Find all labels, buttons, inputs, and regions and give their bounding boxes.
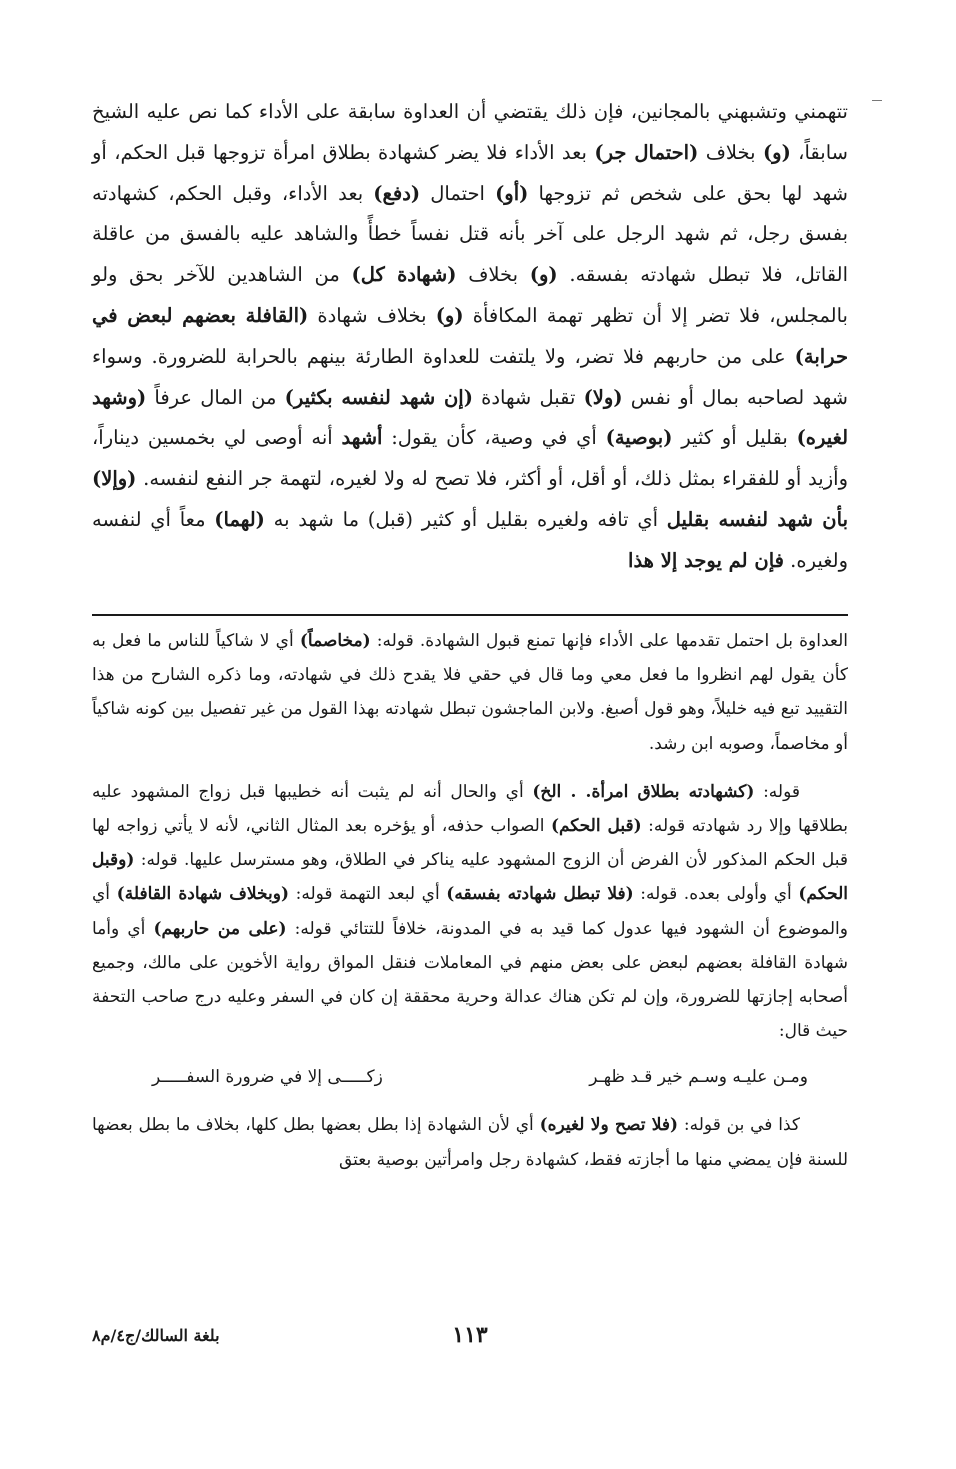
bold-text-run: (وشهد لغيره)	[92, 385, 849, 450]
footnotes-section	[92, 624, 848, 1177]
footnote-paragraph-1	[92, 624, 848, 761]
bold-text-run: (بوصية)	[605, 426, 673, 450]
text-run: أي وأما شهادة القافلة بعضهم لبعض على بعض منهم في المعاملات فنقل المواق رواية الأخوين على مالك، وجميع أصحابه إجازتها للضرورة، وإن لم تكن هناك عدالة وحرية محققة إن كان في السفر وعليه درج صاحب التحفة حيث قال:	[92, 918, 848, 1042]
poem-second-hemistich: زكـــــى إلا في ضرورة السفـــــر	[152, 1067, 383, 1088]
text-run: أي في وصية، كأن يقول:	[382, 426, 606, 450]
text-run: الصواب حذفه، أو يؤخره بعد المثال الثاني، لأنه لا يأتي زواجه لها قبل الحكم المذكور لأن الفرض أن الزوج المشهود عليه يناكر في الطلاق، وهو مسترسل عليها. قوله:	[92, 816, 848, 871]
text-run: أي تافه ولغيره بقليل أو كثير (قبل) ما شهد به	[264, 507, 667, 531]
text-run: بعد الأداء، وقبل الحكم، كشهادته بفسق رجل، ثم شهد الرجل على آخر بأنه قتل نفساً خطأً والشاهد عليه بالفسق من عاقلة القاتل، فلا تبطل شهادته بفسقه.	[92, 181, 848, 287]
text-run: بخلاف	[698, 140, 763, 164]
poem-verse	[152, 1060, 808, 1094]
text-run: أنه أوصى لي بخمسين ديناراً، وأزيد أو للفقراء بمثل ذلك، أو أقل، أو أكثر، فلا تصح له ولا لغيره، لتهمة جر النفع لنفسه.	[92, 426, 848, 491]
bold-text-run: (احتمال جر)	[594, 140, 699, 164]
bold-text-run: (فلا تصح ولا لغيره)	[539, 1115, 679, 1136]
bold-text-run: (دفع)	[373, 181, 421, 205]
text-run: من الشاهدين للآخر بحق ولو بالمجلس، فلا تضر إلا أن تظهر تهمة المكافأة	[92, 263, 848, 327]
page-footer	[92, 1322, 848, 1362]
text-run: كذا في بن قوله:	[678, 1115, 800, 1136]
page-number: ١١٣	[452, 1322, 488, 1348]
book-page	[92, 92, 848, 1372]
bold-text-run: (فلا تبطل شهادته بفسقه)	[446, 884, 634, 905]
bold-text-run: (كشهادته بطلاق امرأة. . الخ)	[532, 781, 755, 802]
bold-text-run: (ولا)	[583, 385, 623, 409]
text-run: على من حاربهم فلا تضر، ولا يلتفت للعداوة الطارئة بينهم بالحرابة للضرورة. وسواء شهد لصاحبه بمال أو نفس	[92, 344, 848, 409]
footnote-paragraph-3	[92, 1108, 848, 1176]
text-run: أي والموضوع أن الشهود فيها عدول كما قيد به في المدونة، خلافاً للتتائي قوله:	[92, 884, 848, 939]
text-run: قوله:	[754, 781, 800, 802]
bold-text-run: (أو)	[495, 181, 529, 205]
text-run: أي لبعد التهمة قوله:	[288, 884, 447, 905]
footnote-paragraph-2	[92, 775, 848, 1049]
scan-mark	[872, 100, 882, 101]
bold-text-run: (وإلا) بأن شهد لنفسه بقليل	[92, 467, 848, 531]
text-run: بعد الأداء فلا يضر كشهادة بطلاق امرأة تزوجها قبل الحكم، أو شهد لها بحق على شخص ثم تزوجها	[92, 140, 848, 205]
text-run: احتمال	[420, 181, 496, 205]
text-run: أي والحال أنه لم يثبت أنه خطيبها قبل زواج المشهود عليه بطلاقها وإلا رد شهادته قوله:	[92, 781, 848, 837]
main-paragraph	[92, 92, 848, 582]
bold-text-run: (القافلة بعضهم لبعض في حرابة)	[92, 303, 848, 368]
text-run: معاً أي لنفسه ولغيره.	[92, 507, 848, 572]
text-run: تتهمني وتشبهني بالمجانين، فإن ذلك يقتضي أن العداوة سابقة على الأداء كما نص عليه الشيخ سابقاً،	[92, 100, 848, 164]
bold-text-run: (مخاصماً)	[299, 631, 371, 651]
bold-text-run: (على من حاربهم)	[153, 918, 287, 939]
bold-text-run: (قبل الحكم)	[550, 816, 642, 837]
bold-text-run: (و)	[762, 140, 791, 164]
text-run: تقبل شهادة	[472, 385, 584, 409]
poem-first-hemistich: ومـن عليـه وسـم خير قـد ظهـر	[589, 1067, 808, 1088]
bold-text-run: (و)	[435, 303, 464, 327]
text-run: أي لا شاكياً للناس ما فعل به كأن يقول لهم انظروا ما فعل معي وما قال في حقي فلا يقدح ذلك في شهادته، وما ذكره الشارح من هذا التقييد تبع فيه خليلاً، وهو قول أصبغ. ولابن الماجشون تبطل شهادته بهذا القول من غير تفصيل بين كونه شاكياً أو مخاصماً، وصوبه ابن رشد.	[92, 631, 848, 754]
footnote-divider	[92, 614, 848, 616]
bold-text-run: (لهما)	[214, 507, 265, 531]
text-run: بخلاف شهادة	[308, 303, 436, 327]
bold-text-run: (وبخلاف شهادة القافلة)	[116, 884, 289, 905]
text-run: العداوة بل احتمل تقدمها على الأداء فإنها تمنع قبول الشهادة. قوله:	[370, 631, 848, 651]
bold-text-run: (وقبل الحكم)	[92, 850, 848, 905]
text-run: من المال عرفاً	[146, 385, 285, 409]
bold-text-run: (إن شهد لنفسه بكثير)	[284, 385, 473, 409]
book-signature: بلغة السالك/ج٤/م٨	[92, 1326, 220, 1345]
text-run: بخلاف	[456, 263, 530, 287]
bold-text-run: (و)	[529, 263, 558, 287]
bold-text-run: أشهد	[341, 426, 383, 450]
text-run: أي لأن الشهادة إذا بطل بعضها بطل كلها، بخلاف ما بطل بعضها للسنة فإن يمضي منها ما أجازته فقط، كشهادة رجل وامرأتين بوصية بعتق	[92, 1115, 848, 1170]
bold-text-run: فإن لم يوجد إلا هذا	[628, 548, 784, 572]
text-run: بقليل أو كثير	[672, 426, 797, 450]
bold-text-run: (شهادة كل)	[351, 263, 457, 287]
text-run: أي وأولى بعده. قوله:	[633, 884, 799, 905]
